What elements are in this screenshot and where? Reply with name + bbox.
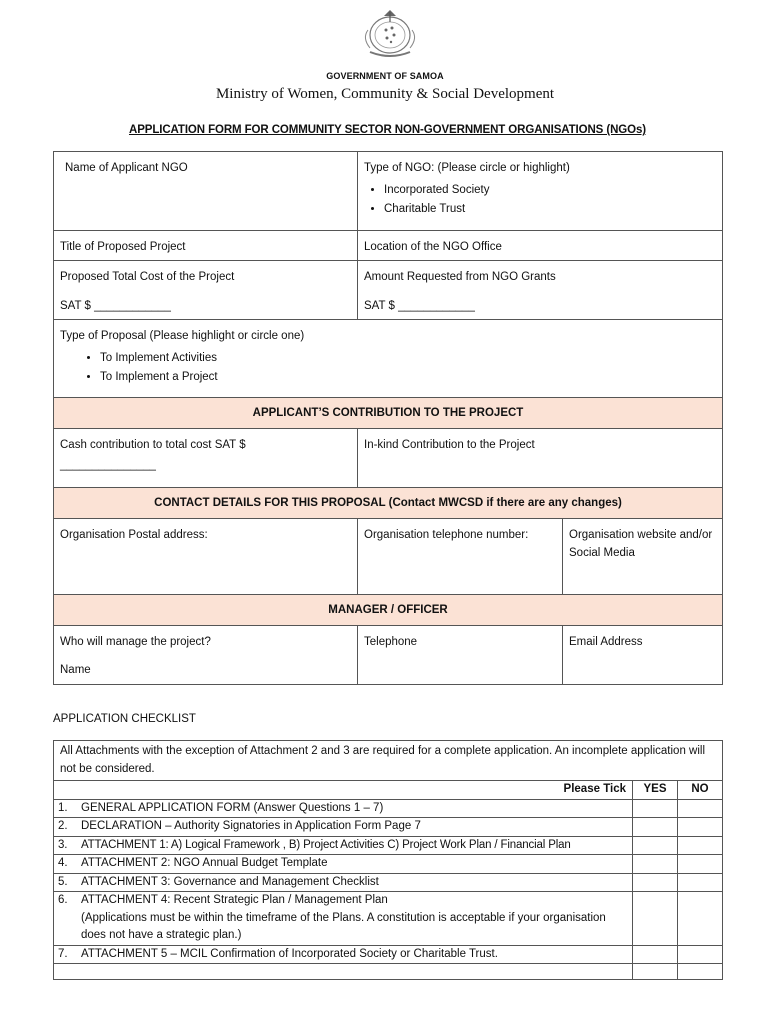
please-tick-label: Please Tick bbox=[54, 781, 633, 800]
no-checkbox[interactable] bbox=[678, 818, 723, 837]
application-checklist-table bbox=[53, 740, 723, 980]
yes-checkbox[interactable] bbox=[633, 836, 678, 855]
yes-checkbox[interactable] bbox=[633, 855, 678, 874]
checklist-row: 2. DECLARATION – Authority Signatories in Application Form Page 7 bbox=[54, 818, 723, 837]
telephone-field[interactable]: Organisation telephone number: bbox=[358, 519, 563, 595]
no-checkbox[interactable] bbox=[678, 892, 723, 946]
applicant-ngo-name-field[interactable]: Name of Applicant NGO bbox=[54, 152, 358, 231]
checklist-note: All Attachments with the exception of Attachment 2 and 3 are required for a complete application. An incomplete application will not be considered. bbox=[54, 741, 723, 781]
samoa-seal-icon bbox=[358, 8, 422, 58]
checklist-item-note: (Applications must be within the timeframe of the Plans. A constitution is acceptable if your organisation does not have a strategic plan.) bbox=[81, 911, 606, 941]
checklist-row: 3. ATTACHMENT 1: A) Logical Framework , B) Project Activities C) Project Work Plan / Financial Plan bbox=[54, 836, 723, 855]
yes-checkbox[interactable] bbox=[633, 964, 678, 980]
checklist-row: 1. GENERAL APPLICATION FORM (Answer Questions 1 – 7) bbox=[54, 799, 723, 818]
amount-requested-field[interactable]: Amount Requested from NGO Grants SAT $ ____________ bbox=[358, 261, 723, 320]
manager-section-heading: MANAGER / OFFICER bbox=[54, 595, 723, 626]
ngo-type-option[interactable]: • Incorporated Society bbox=[384, 181, 722, 200]
checklist-empty-row bbox=[54, 964, 723, 980]
checklist-title: APPLICATION CHECKLIST bbox=[53, 713, 196, 725]
postal-address-field[interactable]: Organisation Postal address: bbox=[54, 519, 358, 595]
ngo-type-option[interactable]: • Charitable Trust bbox=[384, 200, 722, 219]
yes-checkbox[interactable] bbox=[633, 818, 678, 837]
no-header: NO bbox=[678, 781, 723, 800]
website-field[interactable]: Organisation website and/or Social Media bbox=[563, 519, 723, 595]
checklist-row: 6. ATTACHMENT 4: Recent Strategic Plan / Management Plan (Applications must be within the timeframe of the Plans. A constitution is acceptable if your organisation does not have a strategic plan.) bbox=[54, 892, 723, 946]
manager-email-field[interactable]: Email Address bbox=[563, 626, 723, 685]
government-heading: GOVERNMENT OF SAMOA bbox=[326, 71, 444, 81]
total-cost-field[interactable]: Proposed Total Cost of the Project SAT $ ____________ bbox=[54, 261, 358, 320]
checklist-row: 4. ATTACHMENT 2: NGO Annual Budget Template bbox=[54, 855, 723, 874]
yes-header: YES bbox=[633, 781, 678, 800]
amount-requested-value[interactable]: SAT $ ____________ bbox=[364, 300, 475, 312]
no-checkbox[interactable] bbox=[678, 873, 723, 892]
ngo-type-field[interactable] bbox=[358, 152, 723, 231]
yes-checkbox[interactable] bbox=[633, 892, 678, 946]
proposal-type-option[interactable]: • To Implement a Project bbox=[100, 368, 722, 387]
yes-checkbox[interactable] bbox=[633, 873, 678, 892]
project-manager-field[interactable]: Who will manage the project? Name bbox=[54, 626, 358, 685]
checklist-row: 7. ATTACHMENT 5 – MCIL Confirmation of Incorporated Society or Charitable Trust. bbox=[54, 945, 723, 964]
no-checkbox[interactable] bbox=[678, 799, 723, 818]
project-title-field[interactable]: Title of Proposed Project bbox=[54, 231, 358, 261]
total-cost-value[interactable]: SAT $ ____________ bbox=[60, 300, 171, 312]
no-checkbox[interactable] bbox=[678, 836, 723, 855]
manager-telephone-field[interactable]: Telephone bbox=[358, 626, 563, 685]
checklist-row: 5. ATTACHMENT 3: Governance and Management Checklist bbox=[54, 873, 723, 892]
ngo-office-location-field[interactable]: Location of the NGO Office bbox=[358, 231, 723, 261]
ministry-name: Ministry of Women, Community & Social Development bbox=[215, 86, 555, 102]
yes-checkbox[interactable] bbox=[633, 799, 678, 818]
proposal-type-field[interactable]: Type of Proposal (Please highlight or circle one) • To Implement Activities • To Implement a Project bbox=[54, 320, 723, 398]
no-checkbox[interactable] bbox=[678, 964, 723, 980]
form-title: APPLICATION FORM FOR COMMUNITY SECTOR NON-GOVERNMENT ORGANISATIONS (NGOs) bbox=[128, 124, 647, 136]
ngo-type-label: Type of NGO: (Please circle or highlight) bbox=[364, 162, 570, 174]
contact-section-heading: CONTACT DETAILS FOR THIS PROPOSAL (Contact MWCSD if there are any changes) bbox=[54, 488, 723, 519]
no-checkbox[interactable] bbox=[678, 945, 723, 964]
inkind-contribution-field[interactable]: In-kind Contribution to the Project bbox=[358, 429, 723, 488]
application-form-table bbox=[53, 151, 723, 685]
no-checkbox[interactable] bbox=[678, 855, 723, 874]
contribution-section-heading: APPLICANT’S CONTRIBUTION TO THE PROJECT bbox=[54, 398, 723, 429]
proposal-type-option[interactable]: • To Implement Activities bbox=[100, 349, 722, 368]
yes-checkbox[interactable] bbox=[633, 945, 678, 964]
cash-contribution-field[interactable]: Cash contribution to total cost SAT $ _______________ bbox=[54, 429, 358, 488]
